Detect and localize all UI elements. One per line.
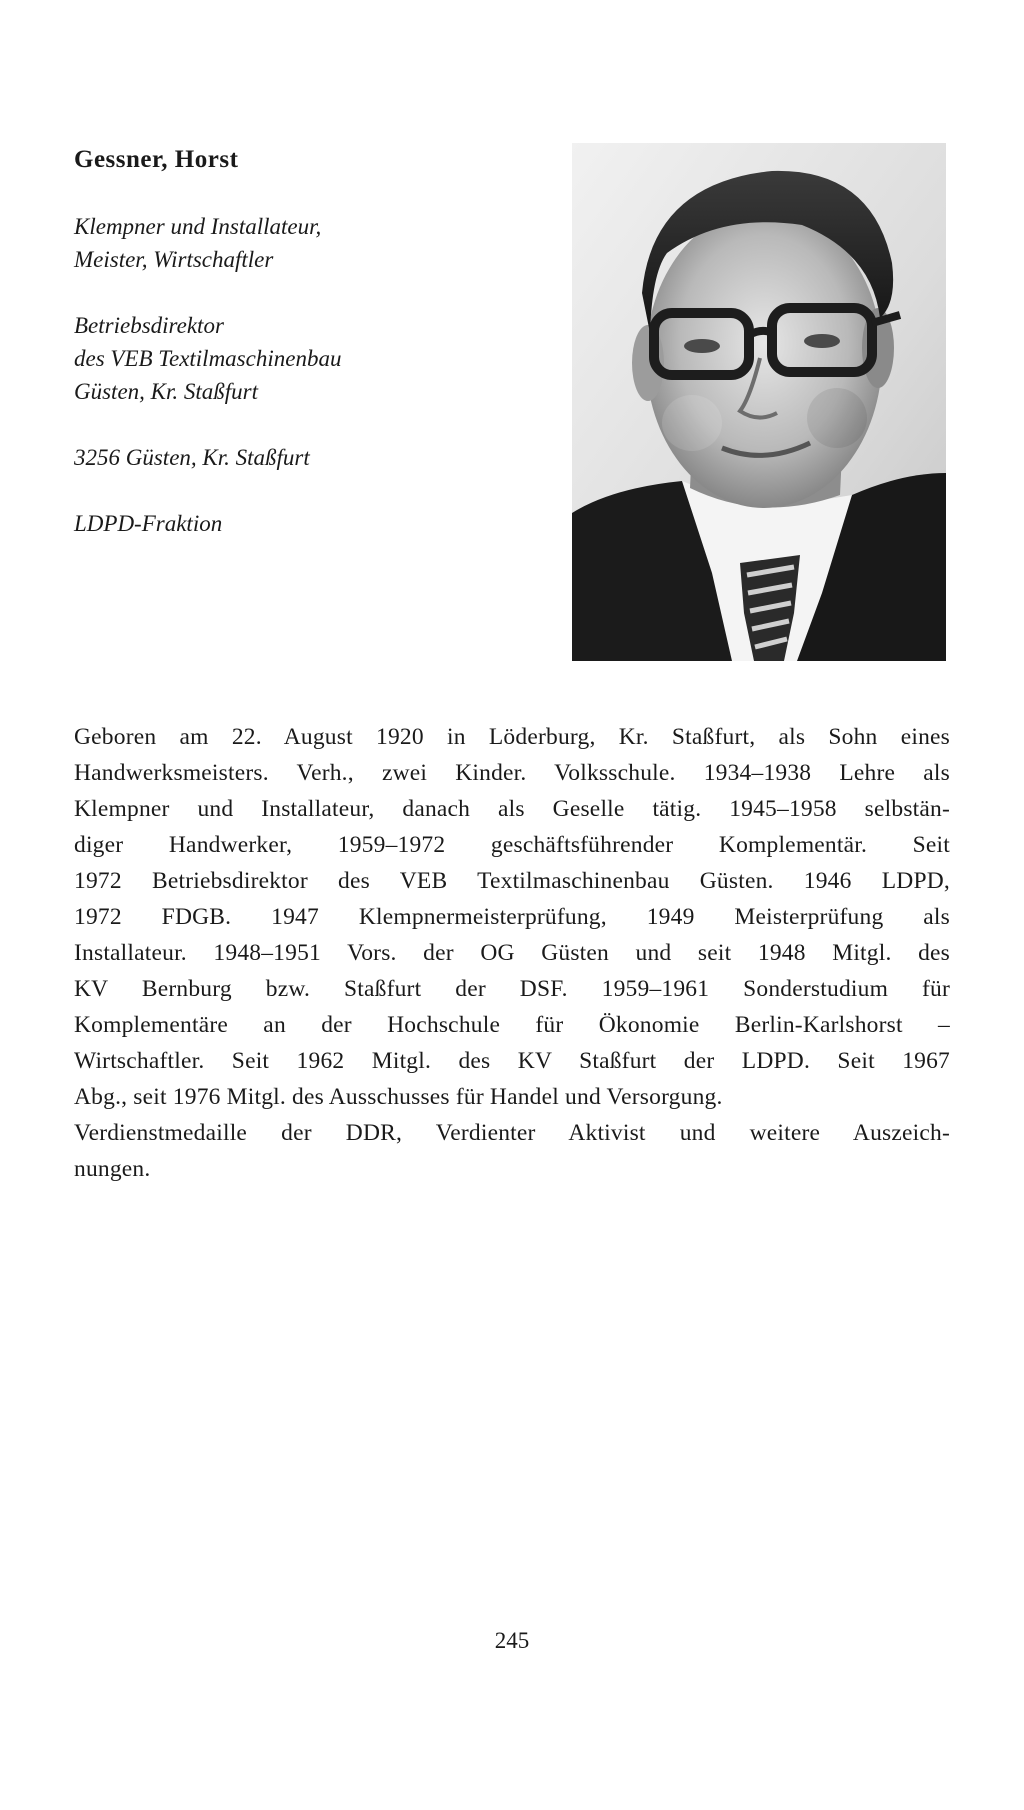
faction-line: LDPD-Fraktion <box>74 511 223 536</box>
biography-line: Installateur. 1948–1951 Vors. der OG Güsten und seit 1948 Mitgl. des <box>74 940 950 966</box>
biography-line: Handwerksmeisters. Verh., zwei Kinder. Volksschule. 1934–1938 Lehre als <box>74 760 950 786</box>
person-info <box>74 210 554 573</box>
profession-line: Meister, Wirtschaftler <box>74 247 274 272</box>
faction-block <box>74 507 554 540</box>
address-line: 3256 Güsten, Kr. Staßfurt <box>74 445 310 470</box>
position-line: des VEB Textilmaschinenbau <box>74 346 342 371</box>
biography-line: 1972 FDGB. 1947 Klempnermeisterprüfung, 1949 Meisterprüfung als <box>74 904 950 930</box>
biography-line: Geboren am 22. August 1920 in Löderburg, Kr. Staßfurt, als Sohn eines <box>74 724 950 750</box>
biography <box>74 719 950 1187</box>
page-number: 245 <box>494 1628 530 1653</box>
biography-line: Verdienstmedaille der DDR, Verdienter Aktivist und weitere Auszeich- <box>74 1120 950 1146</box>
portrait-photo <box>572 143 946 661</box>
biography-line: Wirtschaftler. Seit 1962 Mitgl. des KV Staßfurt der LDPD. Seit 1967 <box>74 1048 950 1074</box>
position-line: Güsten, Kr. Staßfurt <box>74 379 259 404</box>
position-line: Betriebsdirektor <box>74 313 224 338</box>
address-block <box>74 441 554 474</box>
profession-block <box>74 210 554 276</box>
position-block <box>74 309 554 408</box>
biography-line: diger Handwerker, 1959–1972 geschäftsführender Komplementär. Seit <box>74 832 950 858</box>
biography-line: Klempner und Installateur, danach als Geselle tätig. 1945–1958 selbstän- <box>74 796 950 822</box>
person-name: Gessner, Horst <box>74 146 239 173</box>
profession-line: Klempner und Installateur, <box>74 214 322 239</box>
biography-line: Komplementäre an der Hochschule für Ökonomie Berlin-Karlshorst – <box>74 1012 950 1038</box>
biography-line: 1972 Betriebsdirektor des VEB Textilmaschinenbau Güsten. 1946 LDPD, <box>74 868 950 894</box>
biography-line: KV Bernburg bzw. Staßfurt der DSF. 1959–1961 Sonderstudium für <box>74 976 950 1002</box>
biography-line: Abg., seit 1976 Mitgl. des Ausschusses für Handel und Versorgung. <box>74 1084 723 1110</box>
biography-line: nungen. <box>74 1156 151 1182</box>
